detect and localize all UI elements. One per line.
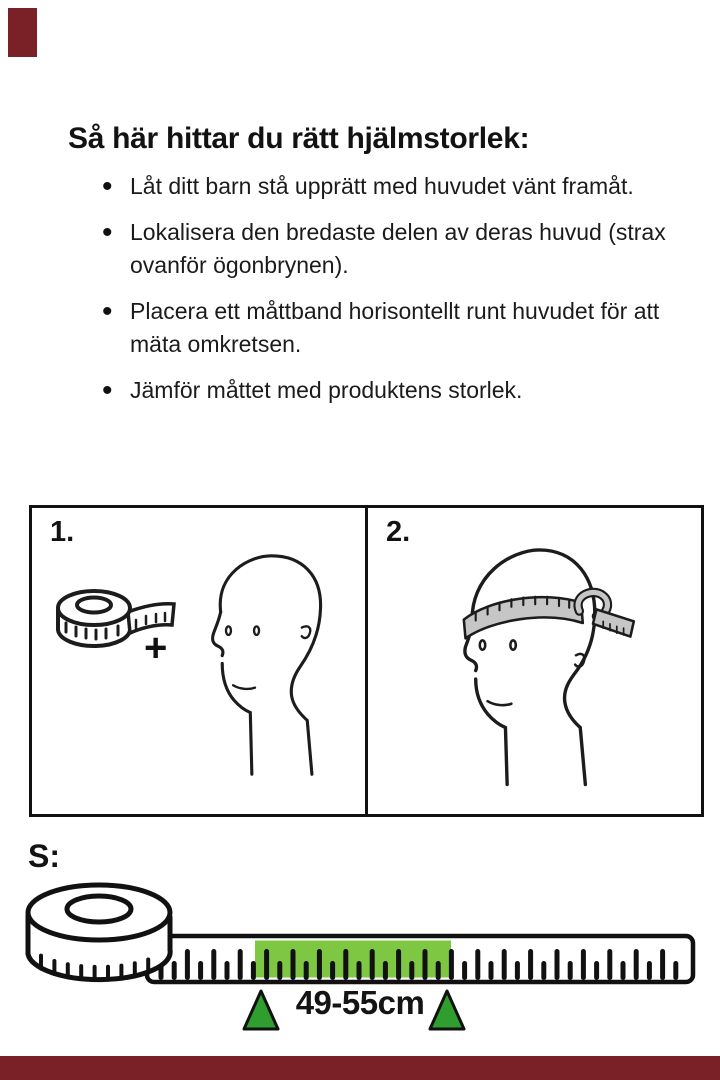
step-number: 1. bbox=[50, 516, 75, 548]
step1-illustration bbox=[32, 508, 365, 814]
page-bottom-accent bbox=[0, 1056, 720, 1080]
panel-step-2 bbox=[365, 508, 701, 814]
page-title: Så här hittar du rätt hjälmstorlek: bbox=[68, 122, 530, 156]
list-item: • Lokalisera den bredaste delen av deras huvud (strax ovanför ögonbrynen). bbox=[130, 216, 698, 282]
size-label: S: bbox=[28, 838, 60, 874]
plus-icon: + bbox=[144, 626, 168, 670]
step2-illustration bbox=[368, 508, 701, 814]
size-range-marker-left bbox=[244, 991, 278, 1029]
head-profile-illustration bbox=[213, 556, 321, 774]
tape-measure-roll-icon bbox=[28, 885, 170, 980]
panel-step-1 bbox=[32, 508, 365, 814]
list-item: • Placera ett måttband horisontellt runt huvudet för att mäta omkretsen. bbox=[130, 295, 698, 361]
list-item: • Låt ditt barn stå upprätt med huvudet vänt framåt. bbox=[130, 170, 698, 203]
page-corner-accent bbox=[8, 8, 37, 57]
size-range-highlight bbox=[255, 941, 451, 978]
head-with-tape-illustration bbox=[464, 550, 634, 785]
instruction-panels bbox=[29, 505, 704, 817]
instruction-bullet-list bbox=[68, 170, 698, 420]
tape-tail-strip bbox=[593, 609, 634, 636]
list-item: • Jämför måttet med produktens storlek. bbox=[130, 374, 698, 407]
size-range-label: 49-55cm bbox=[295, 984, 425, 1021]
step-number: 2. bbox=[386, 516, 411, 548]
